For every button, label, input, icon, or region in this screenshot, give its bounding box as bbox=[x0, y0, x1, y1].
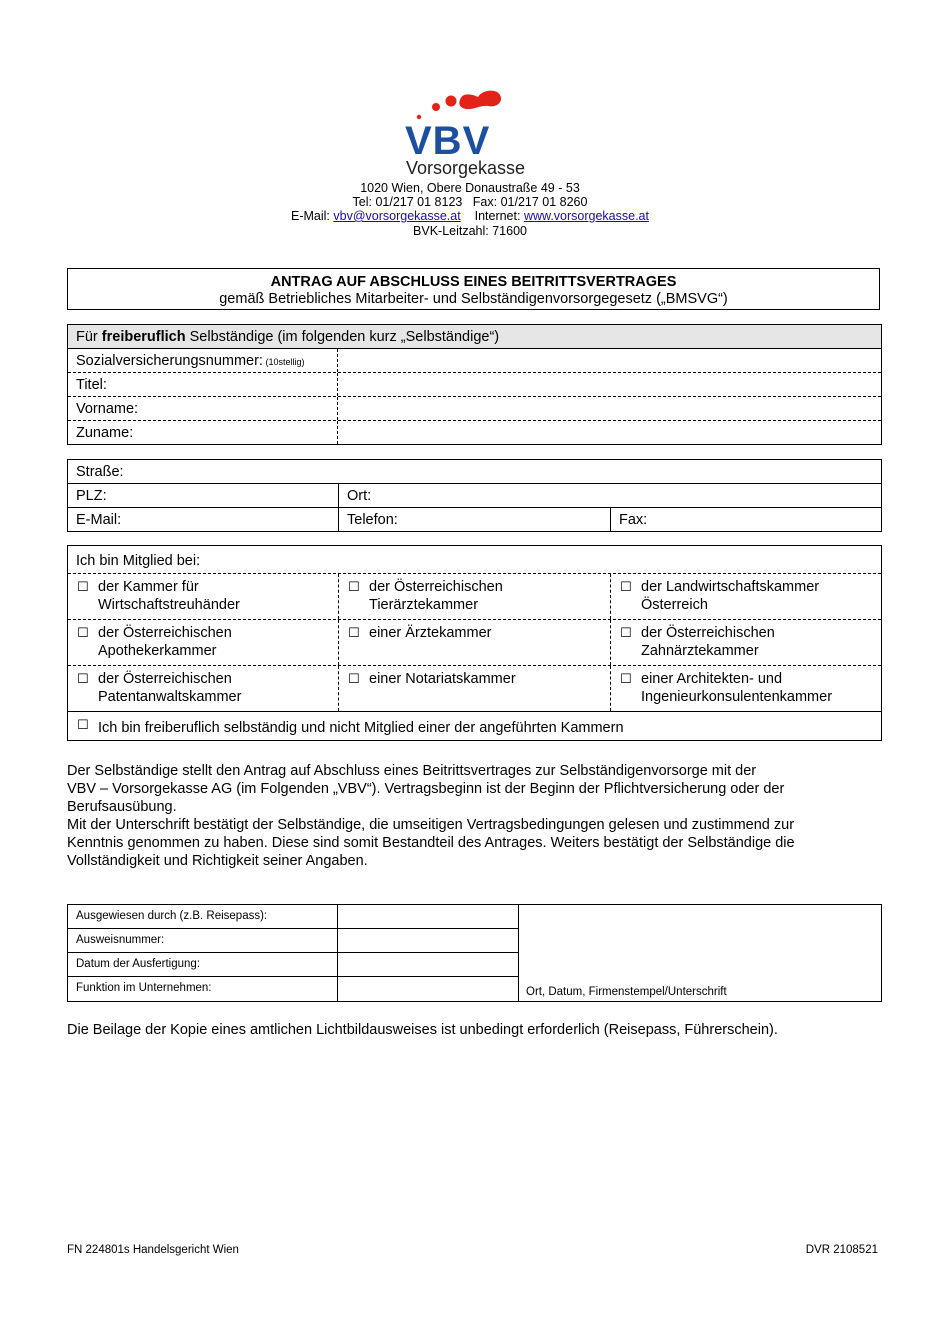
form-title-box bbox=[67, 268, 880, 310]
titel-label: Titel: bbox=[68, 373, 338, 396]
checkbox[interactable]: ☐ bbox=[348, 580, 360, 595]
checkbox[interactable]: ☐ bbox=[77, 718, 89, 733]
vorname-row bbox=[68, 397, 881, 421]
id-table bbox=[67, 904, 882, 1002]
membership-table bbox=[67, 545, 882, 741]
fax-field[interactable]: Fax: bbox=[619, 512, 648, 528]
plz-field[interactable]: PLZ: bbox=[68, 484, 339, 507]
checkbox[interactable]: ☐ bbox=[620, 672, 632, 687]
email-link[interactable]: vbv@vorsorgekasse.at bbox=[333, 209, 461, 223]
option-wirtschaftstreuhaender[interactable]: ☐ der Kammer für Wirtschaftstreuhänder bbox=[68, 574, 339, 619]
telefon-field[interactable]: Telefon: bbox=[339, 508, 611, 531]
id-row-document bbox=[68, 905, 519, 929]
id-label-date: Datum der Ausfertigung: bbox=[68, 953, 338, 977]
id-field-function[interactable] bbox=[338, 977, 519, 1001]
zuname-row bbox=[68, 421, 881, 444]
vbv-logo bbox=[400, 86, 550, 182]
company-contact bbox=[0, 209, 940, 224]
option-tieraerztekammer[interactable]: ☐ der Österreichischen Tierärztekammer bbox=[339, 574, 611, 619]
zuname-field[interactable] bbox=[338, 421, 881, 444]
option-none[interactable]: ☐ Ich bin freiberuflich selbständig und nicht Mitglied einer der angeführten Kammern bbox=[77, 718, 624, 736]
id-field-date[interactable] bbox=[338, 953, 519, 977]
logo-brand-text: VBV bbox=[405, 119, 491, 163]
signature-field[interactable] bbox=[519, 905, 881, 1001]
website-link[interactable]: www.vorsorgekasse.at bbox=[523, 209, 649, 223]
membership-heading: Ich bin Mitglied bei: bbox=[76, 553, 201, 569]
option-apothekerkammer[interactable]: ☐ der Österreichischen Apothekerkammer bbox=[68, 620, 339, 665]
checkbox[interactable]: ☐ bbox=[77, 580, 89, 595]
option-patentanwaltskammer[interactable]: ☐ der Österreichischen Patentanwaltskammer bbox=[68, 666, 339, 711]
email-label: E-Mail: bbox=[291, 209, 334, 223]
contact-row bbox=[68, 508, 881, 531]
company-phone-fax: Tel: 01/217 01 8123 Fax: 01/217 01 8260 bbox=[352, 195, 588, 209]
strasse-row bbox=[68, 460, 881, 484]
company-address: 1020 Wien, Obere Donaustraße 49 - 53 bbox=[360, 181, 580, 195]
strasse-field[interactable]: Straße: bbox=[76, 464, 124, 480]
internet-label: Internet: bbox=[460, 209, 524, 223]
personal-heading-row bbox=[68, 325, 881, 349]
option-aerztekammer[interactable]: ☐ einer Ärztekammer bbox=[339, 620, 611, 665]
personal-data-table bbox=[67, 324, 882, 445]
id-row-number bbox=[68, 929, 519, 953]
id-field-number[interactable] bbox=[338, 929, 519, 953]
membership-row-1 bbox=[68, 574, 881, 620]
id-row-date bbox=[68, 953, 519, 977]
id-label-number: Ausweisnummer: bbox=[68, 929, 338, 953]
id-row-function bbox=[68, 977, 519, 1001]
id-label-document: Ausgewiesen durch (z.B. Reisepass): bbox=[68, 905, 338, 929]
footer-dvr: DVR 2108521 bbox=[805, 1244, 878, 1256]
membership-row-3 bbox=[68, 666, 881, 712]
checkbox[interactable]: ☐ bbox=[620, 626, 632, 641]
checkbox[interactable]: ☐ bbox=[77, 672, 89, 687]
signature-label: Ort, Datum, Firmenstempel/Unterschrift bbox=[526, 986, 727, 998]
titel-row bbox=[68, 373, 881, 397]
form-subtitle: gemäß Betriebliches Mitarbeiter- und Selbständigenvorsorgegesetz („BMSVG“) bbox=[219, 291, 728, 307]
zuname-label: Zuname: bbox=[68, 421, 338, 444]
declaration-text: Der Selbständige stellt den Antrag auf Abschluss eines Beitrittsvertrages zur Selbständigenvorsorge mit der VBV – Vorsorgekasse AG (im Folgenden „VBV“). Vertragsbeginn ist der Beginn der Pflichtversicherung oder der Berufsausübung. Mit der Unterschrift bestätigt der Selbständige, die umseitigen Vertragsbedingungen gelesen und zustimmend zur Kenntnis genommen zu haben. Diese sind somit Bestandteil des Antrages. Weiters bestätigt der Selbständige die Vollständigkeit und Richtigkeit seiner Angaben. bbox=[67, 763, 795, 869]
logo-subtitle: Vorsorgekasse bbox=[406, 158, 526, 178]
option-zahnaerztekammer[interactable]: ☐ der Österreichischen Zahnärztekammer bbox=[620, 625, 775, 659]
email-field[interactable]: E-Mail: bbox=[68, 508, 339, 531]
id-copy-note: Die Beilage der Kopie eines amtlichen Lichtbildausweises ist unbedingt erforderlich (Reisepass, Führerschein). bbox=[67, 1022, 778, 1038]
vorname-field[interactable] bbox=[338, 397, 881, 420]
vorname-label: Vorname: bbox=[68, 397, 338, 420]
id-field-document[interactable] bbox=[338, 905, 519, 929]
form-title: ANTRAG AUF ABSCHLUSS EINES BEITRITTSVERTRAGES bbox=[270, 274, 677, 290]
bvk-number: BVK-Leitzahl: 71600 bbox=[413, 224, 527, 238]
membership-heading-row bbox=[68, 546, 881, 574]
ort-field[interactable]: Ort: bbox=[347, 488, 372, 504]
address-table bbox=[67, 459, 882, 532]
option-landwirtschaftskammer[interactable]: ☐ der Landwirtschaftskammer Österreich bbox=[620, 579, 820, 613]
checkbox[interactable]: ☐ bbox=[620, 580, 632, 595]
footer-registry: FN 224801s Handelsgericht Wien bbox=[67, 1244, 239, 1256]
svnr-label: Sozialversicherungsnummer: (10stellig) bbox=[68, 349, 338, 372]
svnr-row bbox=[68, 349, 881, 373]
personal-heading: Für freiberuflich Selbständige (im folgenden kurz „Selbständige“) bbox=[76, 329, 500, 345]
membership-none-row bbox=[68, 712, 881, 740]
plz-ort-row bbox=[68, 484, 881, 508]
option-architektenkammer[interactable]: ☐ einer Architekten- und Ingenieurkonsulentenkammer bbox=[620, 671, 833, 705]
checkbox[interactable]: ☐ bbox=[348, 626, 360, 641]
checkbox[interactable]: ☐ bbox=[77, 626, 89, 641]
titel-field[interactable] bbox=[338, 373, 881, 396]
membership-row-2 bbox=[68, 620, 881, 666]
checkbox[interactable]: ☐ bbox=[348, 672, 360, 687]
id-label-function: Funktion im Unternehmen: bbox=[68, 977, 338, 1001]
option-notariatskammer[interactable]: ☐ einer Notariatskammer bbox=[339, 666, 611, 711]
svnr-field[interactable] bbox=[338, 349, 881, 372]
